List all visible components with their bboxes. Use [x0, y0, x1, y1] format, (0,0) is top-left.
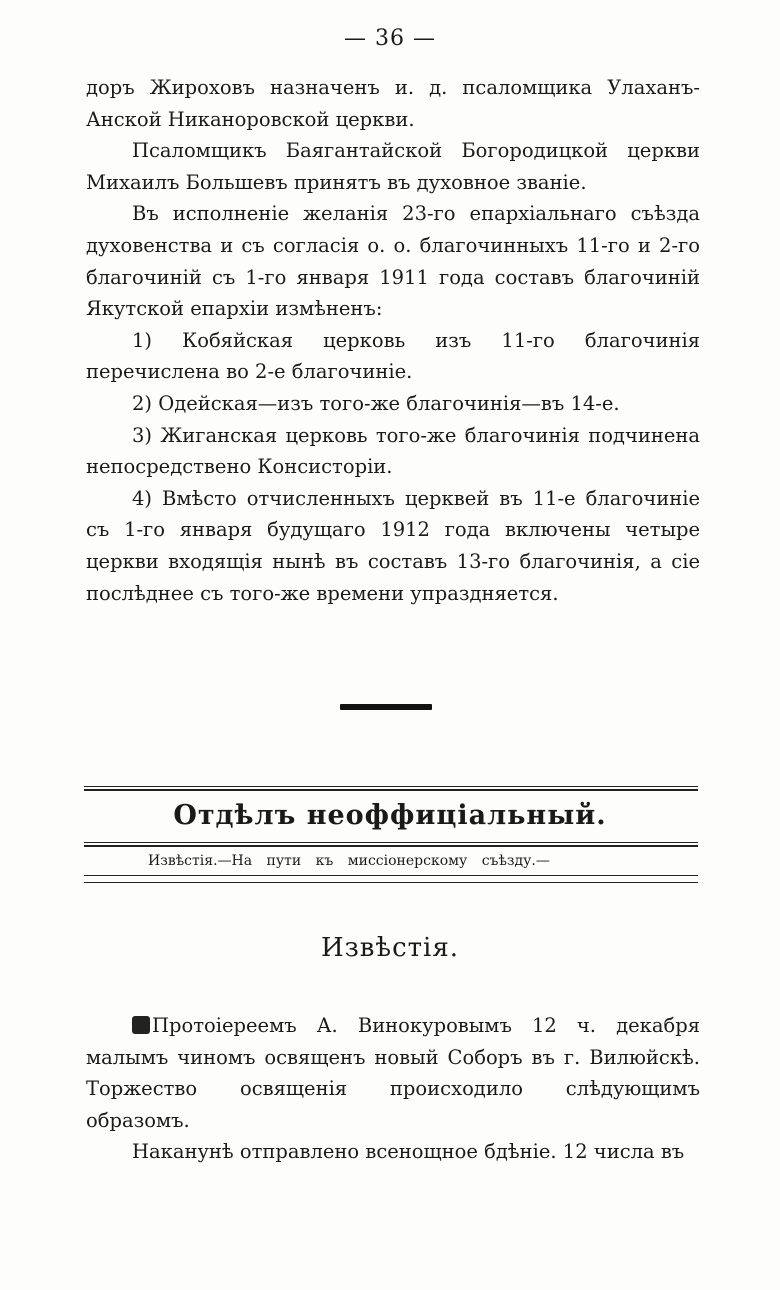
section-title: Отдѣлъ неоффиціальный. — [173, 800, 607, 831]
header-rule-middle — [84, 842, 698, 847]
list-item-3: 3) Жиганская церковь того-же благочинія подчинена непосредствено Консисторіи. — [86, 423, 700, 479]
header-rule-top — [84, 786, 698, 791]
ink-blot-icon — [132, 1016, 150, 1034]
paragraph-consecration — [86, 1010, 700, 1136]
list-item-4: 4) Вмѣсто отчисленныхъ церквей въ 11-е благочиніе съ 1-го января будущаго 1912 года включены четыре церкви входящія нынѣ въ составъ 13-го благочинія, а сіе послѣднее съ того-же времени упраздняется. — [86, 486, 700, 605]
header-rule-bottom-1 — [84, 875, 698, 876]
paragraph-appointment: доръ Жироховъ назначенъ и. д. псаломщика Улаханъ-Анской Никаноровской церкви. — [86, 76, 700, 131]
list-item-1: 1) Кобяйская церковь изъ 11-го благочинія перечислена во 2-е благочиніе. — [86, 328, 700, 384]
header-rule-bottom-2 — [84, 882, 698, 883]
paragraph-psalmist: Псаломщикъ Баягантайской Богородицкой церкви Михаилъ Большевъ принятъ въ духовное званіе. — [86, 139, 700, 194]
section-contents: Извѣстія.—На пути къ миссіонерскому съѣзду.— — [148, 853, 550, 869]
paragraph-vigil: Наканунѣ отправлено всенощное бдѣніе. 12 числа въ — [132, 1140, 685, 1164]
page-number: — 36 — — [344, 26, 436, 51]
list-item-2: 2) Одейская—изъ того-же благочинія—въ 14-е. — [132, 391, 620, 415]
paragraph-consecration-text: Протоіереемъ А. Винокуровымъ 12 ч. декабря малымъ чиномъ освященъ новый Соборъ въ г. Вилюйскѣ. Торжество освященія происходило слѣдующимъ образомъ. — [86, 1014, 700, 1132]
paragraph-deaneries: Въ исполненіе желанія 23-го епархіальнаго съѣзда духовенства и съ согласія о. о. благочинныхъ 11-го и 2-го благочиній съ 1-го января 1911 года составъ благочиній Якутской епархіи измѣненъ: — [86, 202, 700, 321]
section-divider-ornament — [340, 704, 432, 710]
top-text-block — [86, 72, 700, 609]
bottom-text-block — [86, 1010, 700, 1168]
subheading-news: Извѣстія. — [320, 933, 460, 963]
